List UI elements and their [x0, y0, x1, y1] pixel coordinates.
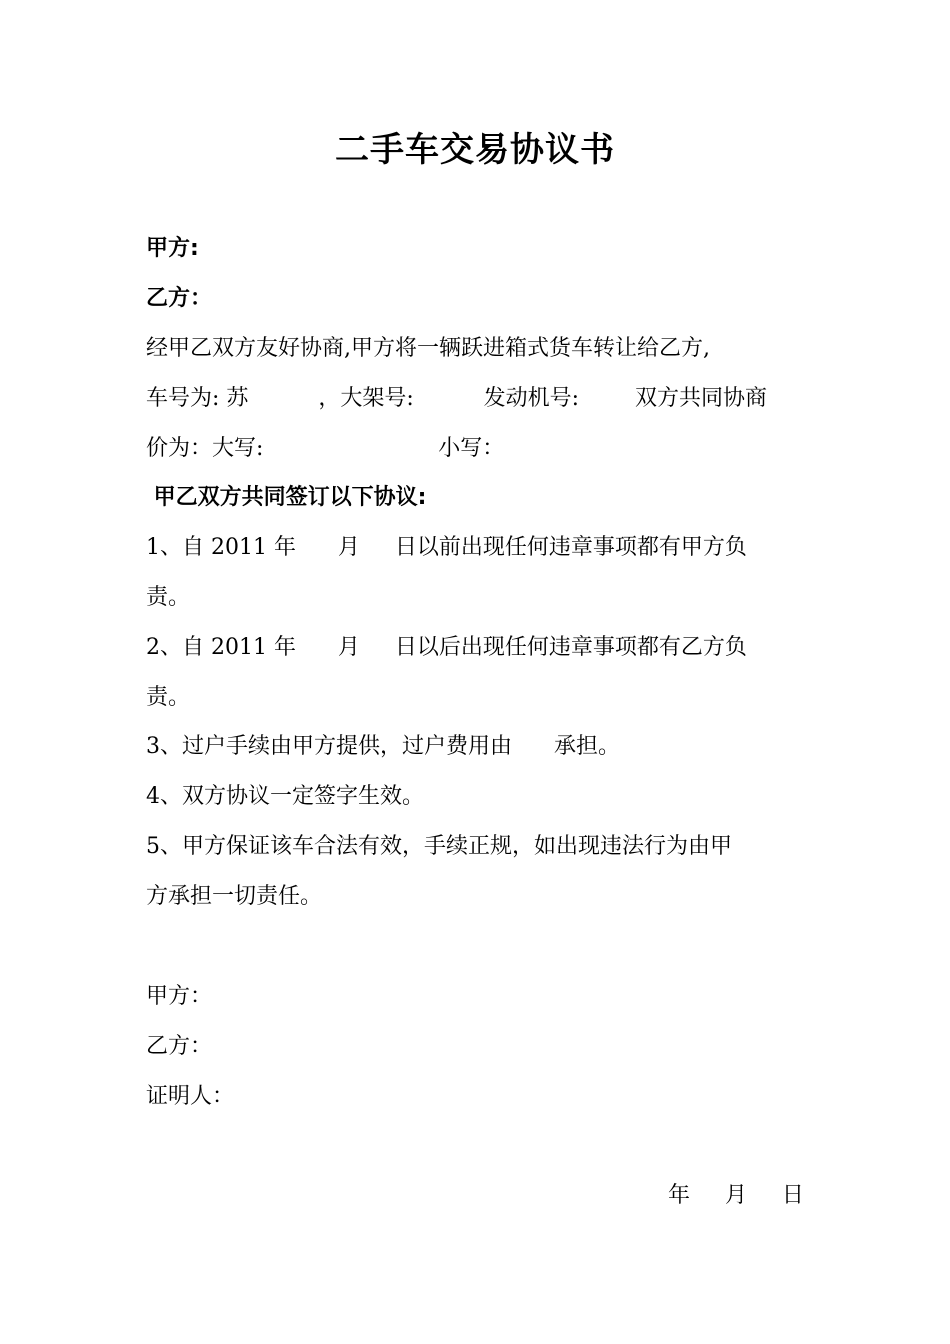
date-line: 年 月 日	[668, 1183, 804, 1208]
signature-party-a: 甲方：	[146, 984, 213, 1009]
body-line-2: 车号为: 苏 ，大架号: 发动机号: 双方共同协商	[146, 386, 768, 411]
clause-1-line-1: 1、自 2011 年 月 日以前出现任何违章事项都有甲方负	[146, 535, 747, 560]
clause-3: 3、过户手续由甲方提供，过户费用由 承担。	[146, 734, 620, 759]
clause-5-line-1: 5、甲方保证该车合法有效，手续正规，如出现违法行为由甲	[146, 834, 732, 859]
signature-witness: 证明人：	[146, 1084, 235, 1109]
body-line-1: 经甲乙双方友好协商,甲方将一辆跃进箱式货车转让给乙方,	[146, 336, 710, 361]
clause-1-line-2: 责。	[146, 585, 191, 610]
party-a-label: 甲方:	[146, 236, 199, 261]
clause-4: 4、双方协议一定签字生效。	[146, 784, 424, 809]
clause-5-line-2: 方承担一切责任。	[146, 884, 323, 909]
party-b-label: 乙方：	[146, 286, 213, 311]
document-title: 二手车交易协议书	[335, 130, 615, 170]
signature-party-b: 乙方：	[146, 1034, 213, 1059]
clause-2-line-2: 责。	[146, 685, 191, 710]
body-line-3: 价为：大写: 小写：	[146, 436, 505, 461]
clause-2-line-1: 2、自 2011 年 月 日以后出现任何违章事项都有乙方负	[146, 635, 747, 660]
agreement-heading: 甲乙双方共同签订以下协议:	[146, 485, 427, 510]
